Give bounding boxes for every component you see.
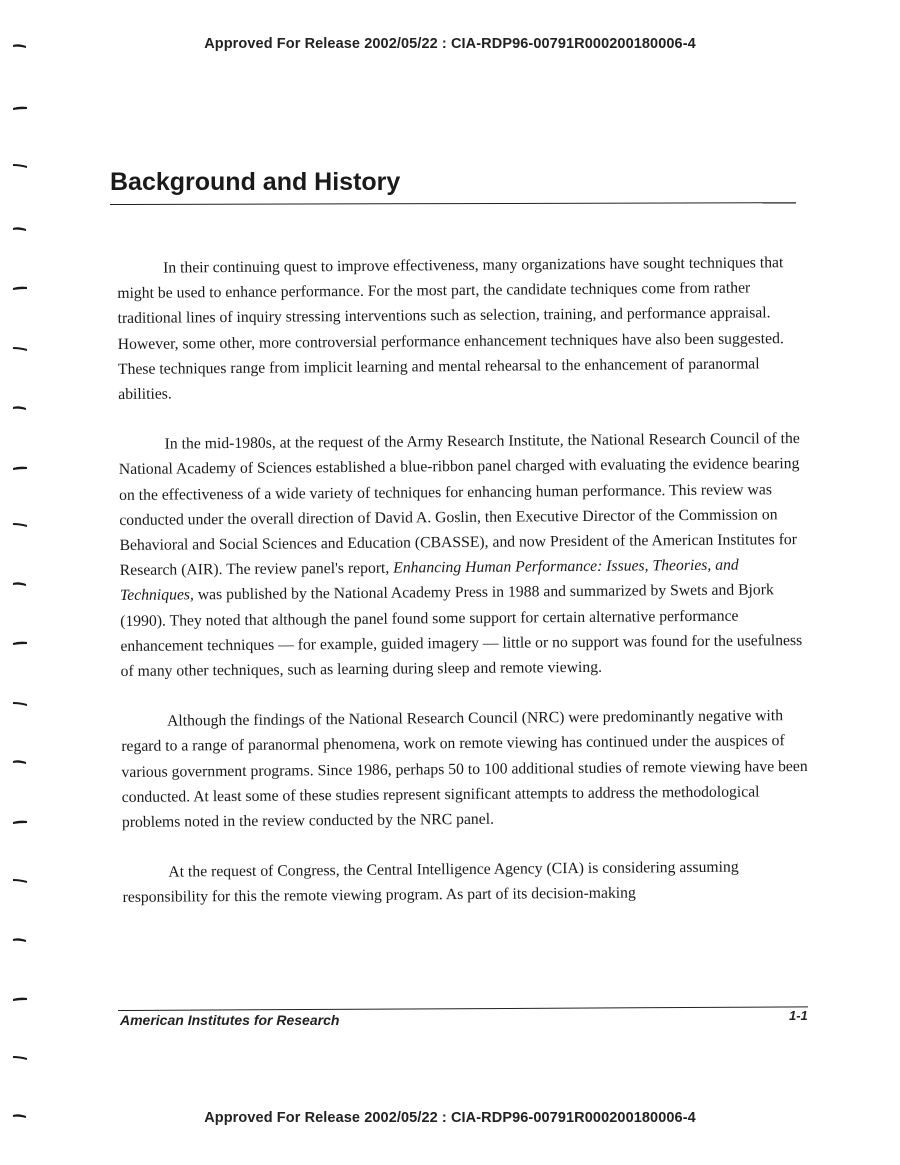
binder-hole-mark-icon xyxy=(12,995,28,1001)
page-number: 1-1 xyxy=(789,1008,808,1023)
body-text xyxy=(117,250,813,936)
binder-hole-mark-icon xyxy=(12,162,28,168)
binder-hole-mark-icon xyxy=(12,639,28,645)
section-title: Background and History xyxy=(110,168,401,196)
release-footer: Approved For Release 2002/05/22 : CIA-RDP96-00791R000200180006-4 xyxy=(204,1110,696,1126)
binder-hole-mark-icon xyxy=(12,580,28,586)
paragraph-2-text-before: In the mid-1980s, at the request of the Army Research Institute, the National Research Council of the National Academy of Sciences established a blue-ribbon panel charged with evaluating the evidence bearing on the effectiveness of a wide variety of techniques for enhancing human performance. This review was conducted under the overall direction of David A. Goslin, then Executive Director of the Commission on Behavioral and Social Sciences and Education (CBASSE), and now President of the American Institutes for Research (AIR). The review panel's report, xyxy=(118,430,800,580)
release-header: Approved For Release 2002/05/22 : CIA-RDP96-00791R000200180006-4 xyxy=(204,36,696,52)
binder-hole-mark-icon xyxy=(12,700,28,706)
binder-hole-mark-icon xyxy=(12,284,28,290)
footer-organization: American Institutes for Research xyxy=(120,1012,340,1028)
binder-hole-mark-icon xyxy=(12,521,28,527)
paragraph-2-text-after: was published by the National Academy Press in 1988 and summarized by Swets and Bjork (1990). They noted that although the panel found some support for certain alternative performance enhancement techniques — for example, guided imagery — little or no support was found for the usefulness of many other techniques, such as learning during sleep and remote viewing. xyxy=(120,581,803,681)
binder-hole-mark-icon xyxy=(12,404,28,410)
binder-hole-mark-icon xyxy=(12,877,28,883)
margin-marks xyxy=(8,0,38,1165)
binder-hole-mark-icon xyxy=(12,104,28,110)
binder-hole-mark-icon xyxy=(12,758,28,764)
report-title: Enhancing Human Performance: Issues, Theories, and Techniques, xyxy=(119,556,739,605)
paragraph-2 xyxy=(119,426,811,684)
title-rule xyxy=(110,202,796,205)
binder-hole-mark-icon xyxy=(12,1054,28,1060)
paragraph-4: At the request of Congress, the Central Intelligence Agency (CIA) is considering assuming responsibility for this the remote viewing program. As part of its decision-making xyxy=(122,858,739,907)
binder-hole-mark-icon xyxy=(12,464,28,470)
binder-hole-mark-icon xyxy=(12,936,28,942)
footer-rule xyxy=(118,1006,808,1011)
binder-hole-mark-icon xyxy=(12,818,28,824)
paragraph-3: Although the findings of the National Research Council (NRC) were predominantly negative with regard to a range of paranormal phenomena, work on remote viewing has continued under the auspices of various government programs. Since 1986, perhaps 50 to 100 additional studies of remote viewing have been conducted. At least some of these studies represent significant attempts to address the methodological problems noted in the review conducted by the NRC panel. xyxy=(121,707,808,832)
binder-hole-mark-icon xyxy=(12,42,28,48)
binder-hole-mark-icon xyxy=(12,225,28,231)
binder-hole-mark-icon xyxy=(12,345,28,351)
paragraph-1: In their continuing quest to improve effectiveness, many organizations have sought techniques that might be used to enhance performance. For the most part, the candidate techniques come from rather traditional lines of inquiry stressing interventions such as selection, training, and performance appraisal. However, some other, more controversial performance enhancement techniques have also been suggested. These techniques range from implicit learning and mental rehearsal to the enhancement of paranormal abilities. xyxy=(117,254,784,404)
